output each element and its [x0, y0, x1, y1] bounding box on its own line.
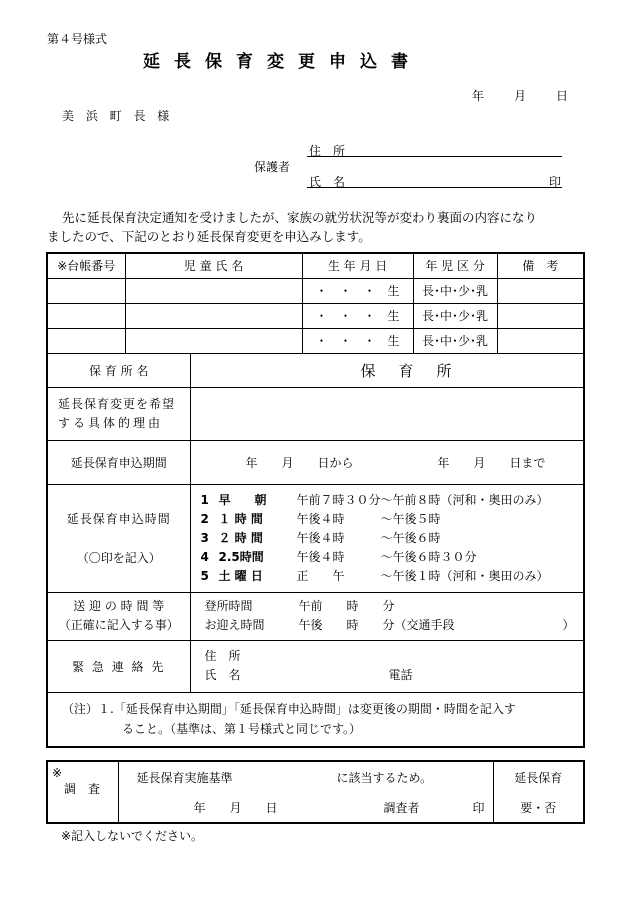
application-table: [46, 252, 585, 748]
remarks-cell[interactable]: [497, 278, 584, 303]
pickup-field[interactable]: [190, 592, 584, 640]
remarks-cell[interactable]: [497, 303, 584, 328]
reason-label-line1: 延長保育変更を希望: [58, 396, 176, 411]
nursery-suffix: 保 育 所: [360, 361, 456, 380]
time-options: [190, 484, 584, 592]
survey-mark: ※: [52, 766, 63, 780]
survey-investigator: 調査者: [383, 801, 420, 815]
time-note: （〇印を記入）: [76, 551, 161, 565]
reason-label: [47, 387, 190, 440]
addressee: 美 浜 町 長 様: [62, 109, 174, 123]
ledger-cell[interactable]: [47, 328, 125, 353]
emergency-address-label: 住 所: [204, 649, 241, 663]
birth-cell[interactable]: ・ ・ ・ 生: [302, 278, 413, 303]
pickup-time-label: お迎え時間: [204, 618, 265, 632]
table-row: [47, 328, 584, 353]
emergency-phone-label: 電話: [388, 668, 413, 682]
reason-field[interactable]: [190, 387, 584, 440]
time-option-1[interactable]: 1 早 朝 午前７時３０分～午前８時（河和・奥田のみ）: [200, 492, 549, 507]
footer-note: ※記入しないでください。: [61, 829, 204, 843]
applicant-address-line[interactable]: [307, 156, 562, 157]
period-field[interactable]: [190, 440, 584, 484]
birth-cell[interactable]: ・ ・ ・ 生: [302, 328, 413, 353]
survey-result-label: 延長保育: [493, 761, 584, 793]
survey-result-value[interactable]: 要・否: [493, 793, 584, 823]
emergency-label: 緊 急 連 絡 先: [47, 640, 190, 692]
dropoff-value: 午前 時 分: [298, 599, 395, 613]
page-title: 延長保育変更申込書: [143, 52, 422, 72]
child-name-cell[interactable]: [125, 328, 302, 353]
emergency-field[interactable]: [190, 640, 584, 692]
applicant-name-line[interactable]: [307, 187, 562, 188]
birth-cell[interactable]: ・ ・ ・ 生: [302, 303, 413, 328]
time-label: 延長保育申込時間: [66, 512, 171, 526]
note-line1: （注）１.「延長保育申込期間」「延長保育申込時間」は変更後の期間・時間を記入す: [62, 702, 516, 717]
col-birthdate: 生 年 月 日: [302, 253, 413, 278]
period-label: 延長保育申込期間: [47, 440, 190, 484]
remarks-cell[interactable]: [497, 328, 584, 353]
date-day: 日: [556, 89, 569, 103]
nursery-field[interactable]: [190, 353, 584, 387]
dropoff-label: 登所時間: [204, 599, 253, 613]
survey-label: 調 査: [64, 782, 101, 796]
intro-text-2: ましたので、下記のとおり延長保育変更を申込みします。: [47, 229, 371, 244]
nursery-label: 保 育 所 名: [47, 353, 190, 387]
pickup-label-line1: 送 迎 の 時 間 等: [73, 599, 165, 613]
applicant-label: 保護者: [254, 160, 291, 174]
time-option-3[interactable]: 3 ２ 時 間 午後４時 ～午後６時: [200, 530, 441, 545]
form-number: 第４号様式: [47, 32, 108, 46]
pickup-label-line2: （正確に記入する事）: [58, 618, 179, 632]
reason-label-line2: する具体的理由: [58, 415, 164, 430]
ledger-cell[interactable]: [47, 278, 125, 303]
ledger-cell[interactable]: [47, 303, 125, 328]
survey-standard: 延長保育実施基準: [136, 771, 233, 785]
survey-date: 年 月 日: [193, 801, 278, 815]
table-row: [47, 303, 584, 328]
survey-table: [46, 760, 585, 824]
col-age-category: 年 児 区 分: [413, 253, 497, 278]
category-cell[interactable]: 長･中･少･乳: [413, 328, 497, 353]
intro-text-1: 先に延長保育決定通知を受けましたが、家族の就労状況等が変わり裏面の内容になり: [62, 210, 538, 225]
applicant-address-label: 住 所: [309, 144, 346, 158]
child-name-cell[interactable]: [125, 278, 302, 303]
period-end: 年 月 日まで: [437, 455, 546, 470]
survey-standard-cell: [118, 761, 493, 793]
survey-seal: 印: [472, 801, 485, 815]
child-name-cell[interactable]: [125, 303, 302, 328]
col-remarks: 備 考: [497, 253, 584, 278]
applicant-seal: 印: [549, 175, 562, 189]
emergency-name-label: 氏 名: [204, 668, 241, 682]
date-year: 年: [472, 89, 485, 103]
time-label-cell: [47, 484, 190, 592]
category-cell[interactable]: 長･中･少･乳: [413, 278, 497, 303]
survey-applies: に該当するため。: [336, 771, 433, 785]
time-option-2[interactable]: 2 １ 時 間 午後４時 ～午後５時: [200, 511, 441, 526]
col-ledger-number: ※台帳番号: [47, 253, 125, 278]
note-line2: ること。（基準は、第１号様式と同じです。）: [122, 722, 362, 737]
note-cell: [47, 692, 584, 747]
applicant-name-label: 氏 名: [309, 175, 346, 189]
period-start: 年 月 日から: [245, 455, 354, 470]
pickup-time-value: 午後 時 分（交通手段 ）: [298, 618, 575, 632]
date-month: 月: [514, 89, 527, 103]
col-child-name: 児 童 氏 名: [125, 253, 302, 278]
category-cell[interactable]: 長･中･少･乳: [413, 303, 497, 328]
survey-date-cell: [118, 793, 493, 823]
pickup-label-cell: [47, 592, 190, 640]
table-row: [47, 278, 584, 303]
survey-label-cell: [47, 761, 118, 823]
time-option-4[interactable]: 4 2.5時間 午後４時 ～午後６時３０分: [200, 549, 477, 564]
time-option-5[interactable]: 5 土 曜 日 正 午 ～午後１時（河和・奥田のみ）: [200, 568, 549, 583]
